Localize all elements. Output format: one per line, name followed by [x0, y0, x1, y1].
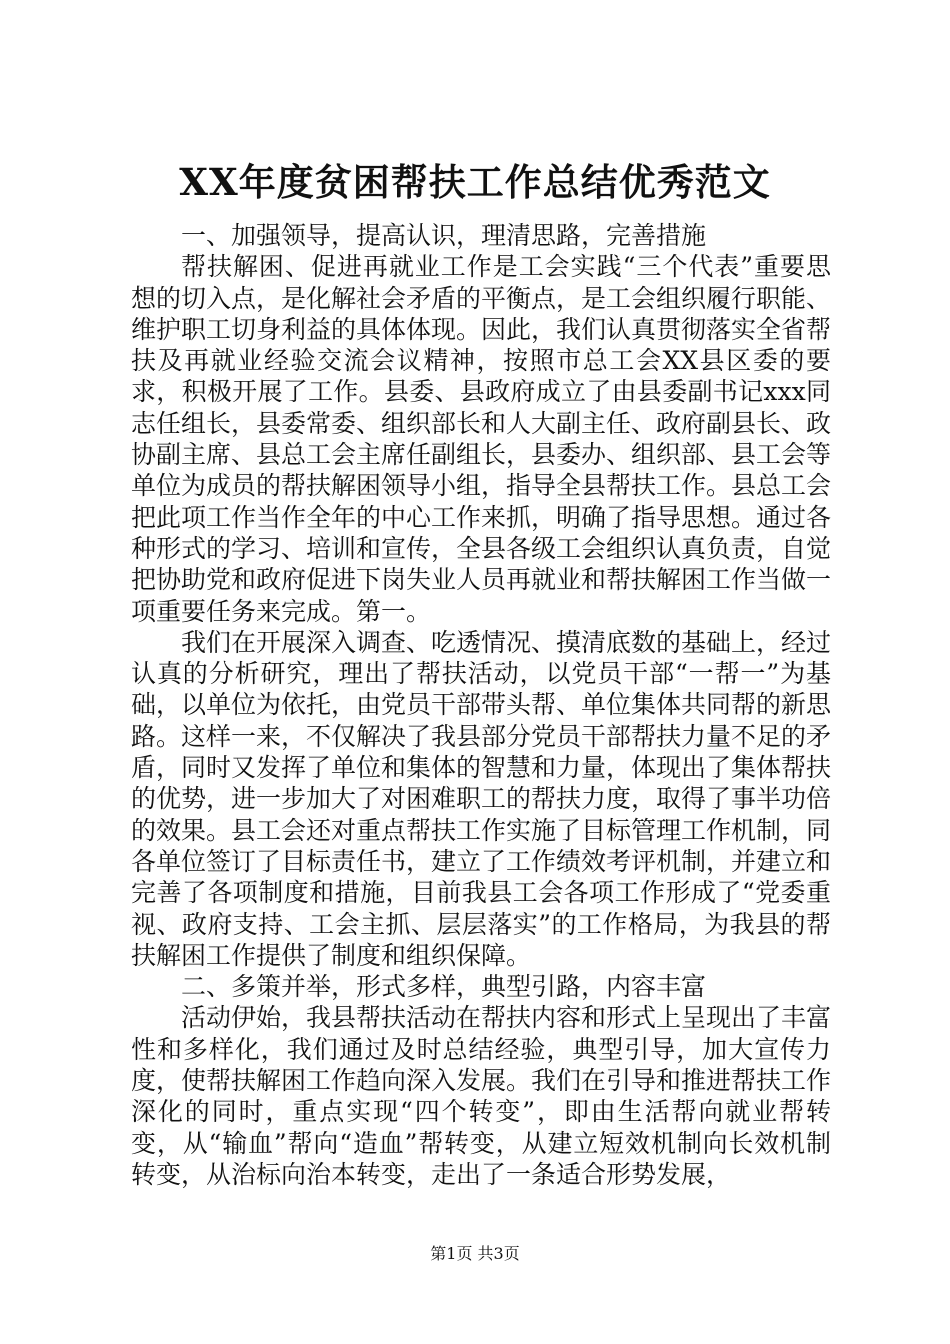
document-body — [131, 220, 831, 1190]
page-number-footer: 第1页 共3页 — [430, 1244, 520, 1263]
section-heading-2: 二、多策并举，形式多样，典型引路，内容丰富 — [181, 972, 707, 1002]
section-heading-1: 一、加强领导，提高认识，理清思路，完善措施 — [181, 221, 707, 250]
document-title: XX年度贫困帮扶工作总结优秀范文 — [179, 160, 771, 204]
paragraph-2: 我们在开展深入调查、吃透情况、摸清底数的基础上，经过认真的分析研究，理出了帮扶活动，以党员干部“一帮一”为基础，以单位为依托，由党员干部带头帮、单位集体共同帮的新思路。这样一来，不仅解决了我县部分党员干部帮扶力量不足的矛盾，同时又发挥了单位和集体的智慧和力量，体现出了集体帮扶的优势，进一步加大了对困难职工的帮扶力度，取得了事半功倍的效果。县工会还对重点帮扶工作实施了目标管理工作机制，同各单位签订了目标责任书，建立了工作绩效考评机制，并建立和完善了各项制度和措施，目前我县工会各项工作形成了“党委重视、政府支持、工会主抓、层层落实”的工作格局，为我县的帮扶解困工作提供了制度和组织保障。 — [131, 627, 832, 970]
paragraph-1: 帮扶解困、促进再就业工作是工会实践“三个代表”重要思想的切入点，是化解社会矛盾的平衡点，是工会组织履行职能、维护职工切身利益的具体体现。因此，我们认真贯彻落实全省帮扶及再就业经验交流会议精神，按照市总工会XX县区委的要求，积极开展了工作。县委、县政府成立了由县委副书记xxx同志任组长，县委常委、组织部长和人大副主任、政府副县长、政协副主席、县总工会主席任副组长，县委办、组织部、县工会等单位为成员的帮扶解困领导小组，指导全县帮扶工作。县总工会把此项工作当作全年的中心工作来抓，明确了指导思想。通过各种形式的学习、培训和宣传，全县各级工会组织认真负责，自觉把协助党和政府促进下岗失业人员再就业和帮扶解困工作当做一项重要任务来完成。第一。 — [131, 252, 832, 626]
paragraph-3: 活动伊始，我县帮扶活动在帮扶内容和形式上呈现出了丰富性和多样化，我们通过及时总结经验，典型引导，加大宣传力度，使帮扶解困工作趋向深入发展。我们在引导和推进帮扶工作深化的同时，重点实现“四个转变”，即由生活帮向就业帮转变，从“输血”帮向“造血”帮转变，从建立短效机制向长效机制转变，从治标向治本转变，走出了一条适合形势发展， — [131, 1003, 832, 1189]
